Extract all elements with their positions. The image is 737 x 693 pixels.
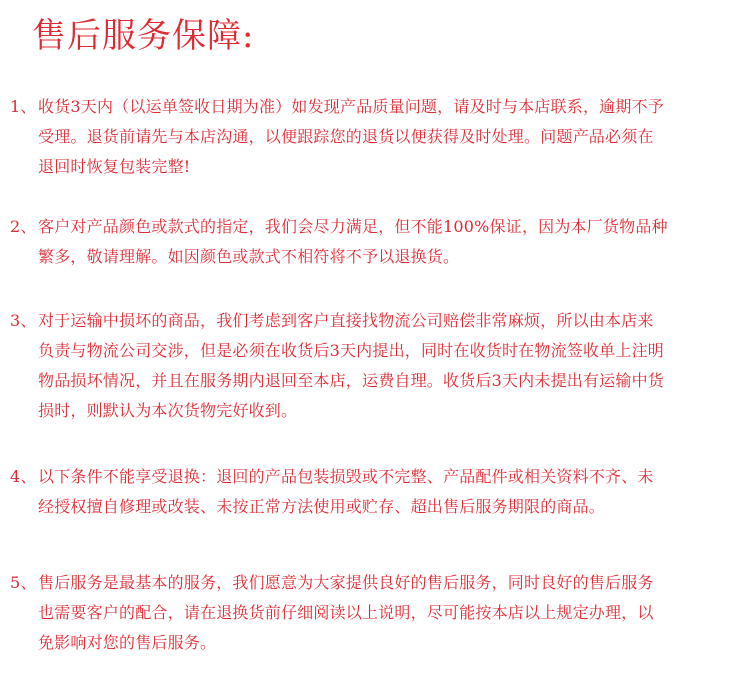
policy-line: 也需要客户的配合，请在退换货前仔细阅读以上说明，尽可能按本店以上规定办理，以	[38, 603, 654, 622]
policy-item-2	[10, 212, 724, 272]
policy-item-number: 1、	[10, 97, 37, 116]
policy-item-3	[10, 306, 724, 426]
policy-line: 受理。退货前请先与本店沟通，以便跟踪您的退货以便获得及时处理。问题产品必须在	[38, 127, 654, 146]
policy-line: 免影响对您的售后服务。	[38, 633, 217, 652]
policy-item-number: 5、	[10, 573, 37, 592]
policy-item-number: 4、	[10, 467, 37, 486]
policy-line: 损时，则默认为本次货物完好收到。	[38, 401, 298, 420]
policy-item-text	[38, 568, 724, 658]
policy-item-text	[38, 92, 724, 182]
policy-line: 经授权擅自修理或改装、未按正常方法使用或贮存、超出售后服务期限的商品。	[38, 497, 606, 516]
policy-line: 退回时恢复包装完整!	[38, 157, 191, 176]
policy-line: 负责与物流公司交涉，但是必须在收货后3天内提出，同时在收货时在物流签收单上注明	[38, 341, 664, 360]
page-title: 售后服务保障:	[32, 16, 255, 56]
policy-item-text	[38, 462, 724, 522]
policy-item-number: 3、	[10, 311, 37, 330]
policy-line: 繁多，敬请理解。如因颜色或款式不相符将不予以退换货。	[38, 247, 460, 266]
policy-item-5	[10, 568, 724, 658]
policy-line: 收货3天内（以运单签收日期为准）如发现产品质量问题，请及时与本店联系，逾期不予	[38, 97, 664, 116]
policy-item-4	[10, 462, 724, 522]
policy-item-number: 2、	[10, 217, 37, 236]
policy-line: 以下条件不能享受退换：退回的产品包装损毁或不完整、产品配件或相关资料不齐、未	[38, 467, 654, 486]
policy-line: 客户对产品颜色或款式的指定，我们会尽力满足，但不能100%保证，因为本厂货物品种	[38, 217, 668, 236]
policy-item-text	[38, 306, 724, 426]
policy-line: 对于运输中损坏的商品，我们考虑到客户直接找物流公司赔偿非常麻烦，所以由本店来	[38, 311, 654, 330]
policy-item-text	[38, 212, 724, 272]
policy-line: 售后服务是最基本的服务，我们愿意为大家提供良好的售后服务，同时良好的售后服务	[38, 573, 654, 592]
policy-item-1	[10, 92, 724, 182]
policy-line: 物品损坏情况，并且在服务期内退回至本店，运费自理。收货后3天内未提出有运输中货	[38, 371, 664, 390]
